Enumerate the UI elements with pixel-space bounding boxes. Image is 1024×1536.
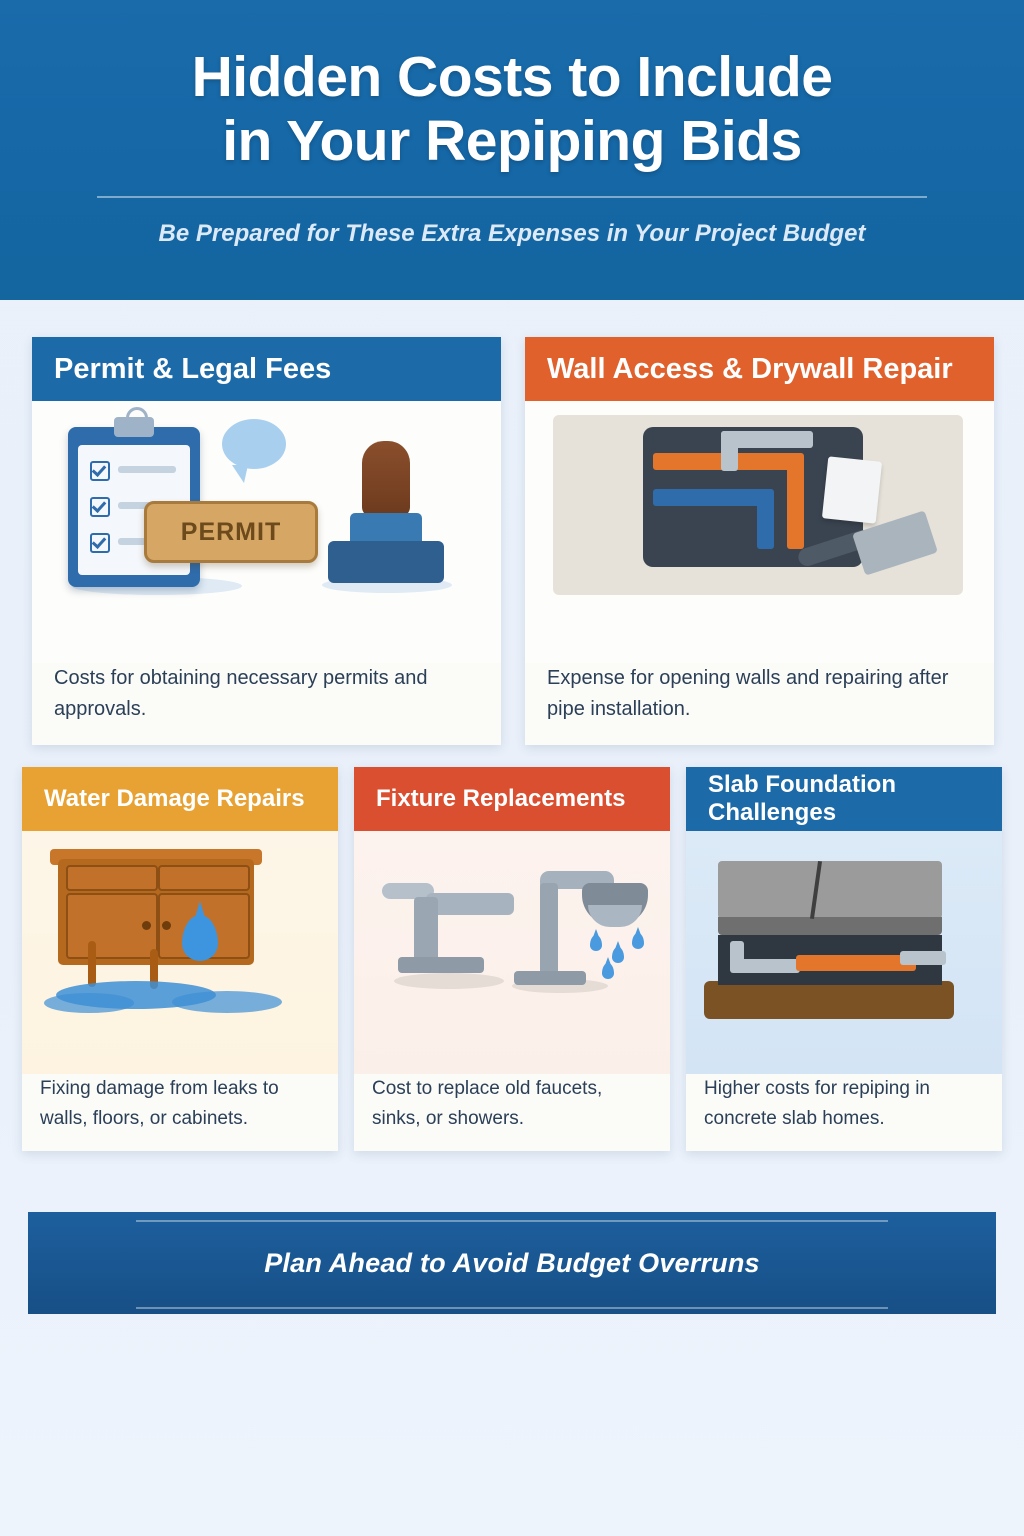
page-title-line-2: in Your Repiping Bids (222, 108, 802, 173)
card-grid-bottom (22, 767, 1002, 1151)
permit-tag: PERMIT (144, 501, 318, 563)
faucet-spout-icon (426, 893, 514, 915)
poster-header (0, 0, 1024, 300)
card-art-water-damage (22, 831, 338, 1074)
paper-line (118, 466, 176, 473)
card-art-permit (32, 401, 501, 663)
clipboard-ring (126, 407, 148, 429)
drywall-patch-icon (822, 456, 882, 523)
page-title-line-1: Hidden Costs to Include (191, 45, 833, 109)
water-drop-icon (612, 947, 624, 963)
shower-head-face (588, 905, 642, 927)
pipe-gray-icon (730, 941, 744, 971)
card-title-water-damage: Water Damage Repairs (22, 767, 338, 831)
shower-base (514, 971, 586, 985)
stamp-handle-icon (362, 441, 410, 517)
water-drop-icon (590, 935, 602, 951)
shower-pipe-icon (540, 883, 558, 975)
card-title-fixtures: Fixture Replacements (354, 767, 670, 831)
water-drop-icon (602, 963, 614, 979)
water-drop-icon (632, 933, 644, 949)
cabinet-knob (142, 921, 151, 930)
water-drip (88, 941, 96, 987)
water-puddle (44, 993, 134, 1013)
footer-divider-bottom (136, 1307, 888, 1309)
pipe-orange-icon (796, 955, 916, 971)
card-title-slab: Slab Foundation Challenges (686, 767, 1002, 831)
card-description-water-damage: Fixing damage from leaks to walls, floors, or cabinets. (40, 1078, 279, 1129)
soil-layer (704, 981, 954, 1019)
card-art-fixtures (354, 831, 670, 1074)
card-description-fixtures: Cost to replace old faucets, sinks, or showers. (372, 1078, 603, 1129)
faucet-base (398, 957, 484, 973)
card-description-slab: Higher costs for repiping in concrete slab homes. (704, 1078, 930, 1129)
page-title (60, 46, 964, 174)
footer-banner (28, 1212, 996, 1314)
card-title-permit: Permit & Legal Fees (32, 337, 501, 401)
checkbox-icon (90, 533, 110, 553)
card-art-wall-access (525, 401, 994, 663)
card-grid-top (32, 337, 994, 745)
pipe-blue-icon (757, 489, 774, 549)
card-title-wall-access: Wall Access & Drywall Repair (525, 337, 994, 401)
checkbox-icon (90, 461, 110, 481)
pipe-gray-icon (721, 431, 738, 471)
cabinet-drawer (158, 865, 250, 891)
card-permit-legal-fees (32, 337, 501, 745)
water-puddle (172, 991, 282, 1013)
pipe-blue-icon (653, 489, 773, 506)
page-subtitle: Be Prepared for These Extra Expenses in Your Project Budget (158, 219, 866, 247)
card-water-damage-repairs (22, 767, 338, 1151)
concrete-slab-icon (718, 861, 942, 919)
card-description-wall-access: Expense for opening walls and repairing after pipe installation. (547, 667, 949, 720)
footer-text: Plan Ahead to Avoid Budget Overruns (264, 1247, 760, 1278)
card-fixture-replacements (354, 767, 670, 1151)
cabinet-drawer (66, 865, 158, 891)
card-description-permit: Costs for obtaining necessary permits and approvals. (54, 667, 428, 720)
footer-divider-top (136, 1220, 888, 1222)
faucet-body-icon (414, 897, 438, 961)
concrete-slab-edge (718, 917, 942, 935)
pipe-gray-icon (900, 951, 946, 965)
stamp-base (328, 541, 444, 583)
shadow (394, 973, 504, 989)
pipe-orange-icon (787, 453, 804, 549)
card-slab-foundation (686, 767, 1002, 1151)
speech-bubble-icon (222, 419, 286, 469)
card-art-slab (686, 831, 1002, 1074)
card-wall-access-drywall (525, 337, 994, 745)
checkbox-icon (90, 497, 110, 517)
cabinet-knob (162, 921, 171, 930)
header-divider (97, 196, 927, 198)
